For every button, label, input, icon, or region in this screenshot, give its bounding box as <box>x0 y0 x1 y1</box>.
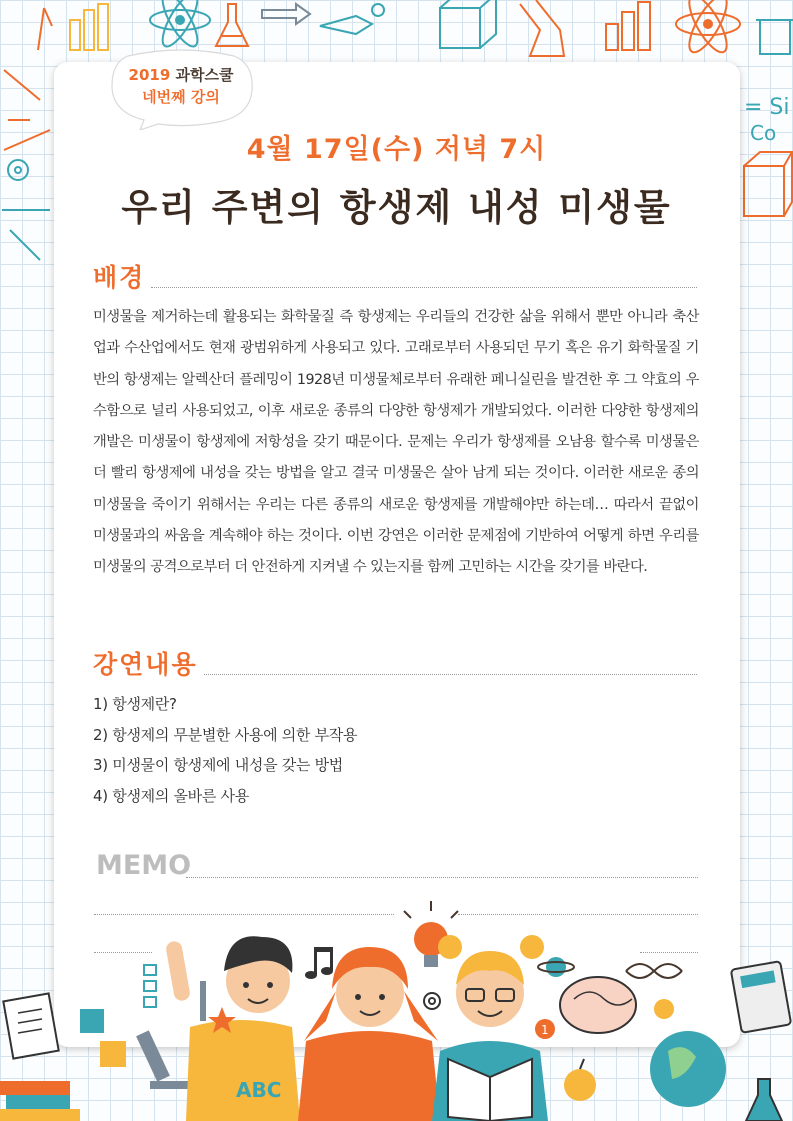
dna-icon <box>626 964 682 978</box>
list-item: 4) 항생제의 올바른 사용 <box>93 787 249 806</box>
svg-text:Co: Co <box>750 121 777 145</box>
cube-icon <box>440 0 496 48</box>
lecture-heading-row <box>93 645 697 681</box>
medal-number: 1 <box>541 1023 549 1037</box>
calculator-icon <box>731 961 791 1033</box>
atom-icon-2 <box>676 0 740 57</box>
boy-character <box>165 936 300 1121</box>
page-title: 우리 주변의 항생제 내성 미생물 <box>121 186 672 229</box>
flask-icon <box>216 4 248 46</box>
puzzle-icon <box>80 1009 126 1067</box>
apple-icon <box>564 1059 596 1101</box>
lecture-badge <box>108 64 254 108</box>
reading-girl-character <box>432 935 548 1121</box>
lecture-heading: 강연내용 <box>93 650 198 679</box>
saturn-icon <box>538 957 574 977</box>
heading-rule <box>204 674 697 675</box>
bar-chart-icon <box>70 4 108 50</box>
checklist-icon <box>144 965 156 1007</box>
rocket-doodle <box>320 4 384 34</box>
arrow-doodle <box>262 4 310 24</box>
pencil-icon <box>38 8 52 50</box>
list-item: 3) 미생물이 항생제에 내성을 갖는 방법 <box>93 756 343 775</box>
atom-icon <box>150 0 210 51</box>
books-icon <box>0 1081 80 1121</box>
medal-icon <box>535 1019 555 1039</box>
music-note-icon <box>305 947 333 979</box>
smile-icon <box>654 999 674 1019</box>
background-paragraph: 미생물을 제거하는데 활용되는 화학물질 즉 항생제는 우리들의 건강한 삶을 위해서 뿐만 아니라 축산업과 수산업에서도 현재 광범위하게 사용되고 있다. 고래로부터 사용되던 무기 혹은 유기 화학물질 기반의 항생제는 알렉산더 플레밍이 1928년 미생물체로부터 유래한 페니실린을 발견한 후 그 약효의 우수함으로 널리 사용되었고, 이후 새로운 종류의 다양한 항생제가 개발되었다. 이러한 다양한 항생제의 개발은 미생물이 항생제에 저항성을 갖기 때문이다. 문제는 우리가 항생제를 오남용 할수록 미생물은 더 빨리 항생제에 내성을 갖는 방법을 알고 결국 미생물은 살아 남게 되는 것이다. 이러한 새로운 종의 미생물을 죽이기 위해서는 우리는 다른 종류의 새로운 항생제를 개발해야만 하는데… 따라서 끝없이 미생물과의 싸움을 계속해야 하는 것이다. 이번 강연은 이러한 문제점에 기반하여 어떻게 하면 우리를 미생물의 공격으로부터 더 안전하게 지켜낼 수 있는지를 함께 고민하는 시간을 갖기를 바란다. <box>93 309 699 576</box>
lecture-list <box>93 689 693 812</box>
event-date: 4월 17일(수) 저녁 7시 <box>246 134 547 165</box>
brain-icon <box>560 977 636 1033</box>
backpack-letters: ABC <box>236 1078 282 1102</box>
girl-character <box>298 947 440 1121</box>
flask-icon-2 <box>520 0 564 56</box>
badge-line2: 네번째 강의 <box>142 88 220 106</box>
badge-word: 과학스쿨 <box>175 66 234 84</box>
microscope-icon <box>136 1030 190 1089</box>
memo-line <box>186 877 698 878</box>
badge-year: 2019 <box>128 66 171 84</box>
background-heading-row <box>93 258 697 294</box>
kids-illustration <box>0 881 793 1121</box>
beaker-icon <box>756 20 793 54</box>
memo-label: MEMO <box>96 850 192 881</box>
bar-chart-icon-2 <box>606 2 650 50</box>
list-item: 2) 항생제의 무분별한 사용에 의한 부작용 <box>93 725 358 744</box>
heading-rule <box>151 287 697 288</box>
notebook-icon <box>3 993 58 1058</box>
background-heading: 배경 <box>93 263 146 292</box>
globe-icon <box>650 1031 726 1107</box>
svg-text:= Si: = Si <box>744 95 790 120</box>
flask-icon-3 <box>746 1079 782 1121</box>
list-item: 1) 항생제란? <box>93 695 177 713</box>
gear-icon-2 <box>424 993 440 1009</box>
